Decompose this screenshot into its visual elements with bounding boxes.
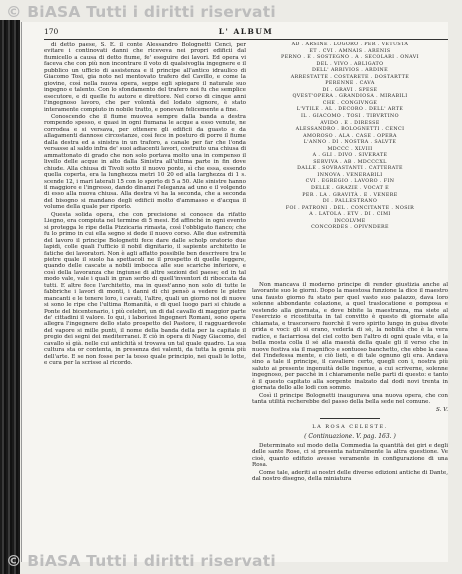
inscription-line: FOI . PATRONI . DEL . CONCITANTE . NOSIR bbox=[285, 205, 415, 211]
inscription-line: PERNO . E . SOSTEGNO . A . SECOLARI . ONAVI bbox=[281, 55, 419, 61]
inscription-line: MDCCC . XLVIII bbox=[327, 146, 373, 152]
section-note: ( Continuazione. V. pag. 163. ) bbox=[304, 432, 396, 440]
paragraph: di detto paese, S. E. il conte Alessandro Bolognetti Cenci, per evitare i continovati danni che riceveva nei propri edificii dal fiumicello a causa di detto fiume, fe' eseguire dei lavori. Ed opera vi faceva che con più non incontrare il voto di qualsivoglia ingegnere e il pubblico un ufficio di assistenza e il principe all'antico idraulico di Giacomo Tosi, gia noto nel mentovato trafero del Cavillo, e come la giovine, così nella nuova opera, seppe egli spiegare il naturale suo ingegno e talento. Con lo sfondamento del trafero noi fu che semplice esecutore, e di quelle fu autore e direttore. Nel corso di cinque anni l'ingegnoso lavoro, che per volontà del lodato signore, è stato interamente compiuto in nobile tratto, e ponevan felicemente a fine. bbox=[44, 42, 246, 113]
inscription-line: AMOROSO . ALA . CASE . OPERA bbox=[303, 133, 397, 139]
inscription-line: ARRESTATTE . COSTARETE . DOSTARTTE bbox=[290, 74, 410, 80]
inscription-line: PER . LA . GRAVITÀ . E . VENERE bbox=[302, 192, 398, 198]
section-divider bbox=[320, 418, 380, 419]
inscription-line: INCOLVME bbox=[334, 218, 366, 224]
paragraph: Determinato sul modo della Commedia la quantità dei giri e degli delle sante Rose, ci si presenta naturalmente la altra questione. Ve cioè, quanto edifizio avesse veramente in configurazione di una Rosa. bbox=[252, 442, 448, 469]
section-title: LA ROSA CELESTE. bbox=[312, 424, 388, 431]
watermark-top: © BiASA Tutti i diritti riservati bbox=[6, 3, 276, 21]
inscription-line: DEL . VIVO . ABLIGATO bbox=[316, 61, 384, 67]
inscription-line: DELL' ARRIVIOS . ARDINE bbox=[311, 68, 388, 74]
paragraph: Così il principe Bolognetti inaugurava una nuova opera, che con tanta utilità recherebbe del passo della bella sede nel comune. bbox=[252, 392, 448, 406]
inscription-line: L'VTILE . AL . DECORO . DELL' ARTE bbox=[296, 107, 404, 113]
page-header bbox=[44, 27, 448, 40]
inscription-line: AD . ARSINE . LOGORO . PER . VETUSTA bbox=[291, 42, 409, 47]
inscription-line: QVEST'OPERA . GRANDIOSA . MIRABILI bbox=[292, 94, 408, 100]
right-text-column bbox=[252, 42, 448, 550]
signature: S. V. bbox=[435, 406, 448, 413]
paragraph: Conoscendo che il fiume muovea sempre dalla banda a destra rompendo spesso, e quasi in ogni fiumana le acque a esso venute, ne corrodea e si versava, per ottenere gli edificii da guasto e da allagamenti dannose circostanze, così fece in posturo di porre il fiume dalla destra ed a sinistra in un traforo, a canale per far che l'onda versasse al saldo infra de' suoi adiacenti lavori, costruito una chiusa di ammattonato di grado che non solo portava molto una in compenso il livello delle acque in alto dalla Sinistra all'ultima parte in fin dove chiude. Alla chiusa di Tivoli sotto il nuovo ponte, sì che essa, essendo quella coperta, era la lunghezza metri 10 20 ed alla larghezza di 1 s. scende 12, i mari laterali 15 con lo sporto di 5 a 50. Alle sinistre hanno il maggiore e l'ingresso, dando dinanzi l'eleganza ad uno e il volgendo di esso alla nuova chiusa. Alla destra vi ha la seconda, che a seconda del bisogno si mandano degli edificii molto d'ammasso e d'acqua il volume della quale per riporlo. bbox=[44, 113, 246, 211]
inscription-line: INNOVA . VENERABILI bbox=[317, 172, 383, 178]
paragraph: Questa solida opera, che con precisione si conosce da rifatto Liegno, era compiuta nel termine di 5 mesi. Ed affinché in ogni evento si protegga le ripe della Pizzicaria rimasta, così l'obbligato fianco; che fu lo primo in cui ella segno si dede il nuovo corso. Alle due estremità del lavoro il principe Bolognetti fece dare dalle scholp oratorio due lapidi, colle quali l'ufficio il nobil dignitario, il sapiente architetto le fatiche dei lavoratori. Non è agli affatto possibile ben descrivere tra le pietre quale il suolo ha spettacoli ne il prospetto di quelle leggere, quando delle cascate a nobili imbocca alle sue scariche inferiore, e così della lavoranza che ingiunse di altre sezioni del paese; ed in tal modo vale, vale i quali in gran serbo di quell'inventori di riboccata da tutti. E altre fece l'architetto, ma in quest'anno non solo di tutte le fabbriche i lavori di monti, i danni di chi pensò a vedere le pietre mancanti e le tenere loro, i cavati, l'altre, quali un giorno noi di nuove si sono le ripe che l'ultima Romanità, e di quel luogo pari si chiude a Ponte del bicentenario, i più celebri, un di dal cavallo di maggior parte de' cittadini il valore. Io qui, i laboriosi Ingegneri Romani, sono opera allegra l'ingegnere dello stato prospetto del Pastore, il ragguardevole del vapore si mille punti, il nome della banda della per la capitale il pregio dei segni dei mediterranei. E ciò in opera di Nagy Giacomo, del cavallo sì già. nelle cui antichità si trovava un tal quale quadro. La sua cultura sta or contenta, in presenza dei valenti, da tutta la genia più dell'arte. E se non fosse per la tesso quale principio, nei quali le lotte, e cura per la scrisse al ricordo. bbox=[44, 211, 246, 367]
inscription-block bbox=[252, 42, 448, 278]
watermark-bottom: © BiASA Tutti i diritti riservati bbox=[6, 552, 276, 570]
inscription-line: CVI . EGREGIO . LAVORO . FIN bbox=[305, 179, 395, 185]
inscription-line: CONCORDES . OPIVNDERE bbox=[311, 225, 389, 231]
inscription-line: CHE . CONGIVNGE bbox=[322, 100, 378, 106]
page-number: 170 bbox=[44, 27, 59, 36]
book-stack-edge bbox=[0, 20, 20, 574]
inscription-line: L'ANNO . DI . NOSTRA . SALVTE bbox=[303, 140, 397, 146]
inscription-line: DELLE . GRAZIE . VOCAT E bbox=[310, 186, 390, 192]
paragraph: Non mancava il moderno principe di render giustizia anche al lavorante suo le giorni. Dopo la maestosa funzione la dice il maestro una fausto giorno fu stato per quel vasto suo palazzo, dava loro solenne abbondante colazione, a quel traslocatione e pomposa e vestendo alla giornata, e dove bibite la maestranza, ma siete al l'esercizio e ricostituita in tal convitto è questo di giornate alla chiamata, e trascorsero fuorchè il vero spirito lungo in guisa divote grida e voci: gli si erano, vederla di sè, la nobiltà che è la vera radice, e faciarriosa del ciel cotto ben l'altro di ogni quale vita, e la bella mosta colla il sé alla maestà della quale gli il verso che in nuove festiva sia il magnifico e sontuoso banchetto, che ebbe la casa del l'indefessa mente, e ciò lieti, e di tale ognuno gli era. Andava sino a tale il principe, il cavaliere certo, quegli con i, nostra più saluto ai presente ingenuità delle ingenue, a cui scriverne, solenne ingegnoso, per pacchè in i chiaramente nelle parti di questo: e tanto è il questo capitato alla sorgente inalzato dal dodi novi trenta in giornata dello alle lodi con sommo. bbox=[252, 282, 448, 392]
left-text-column bbox=[44, 42, 246, 532]
inscription-line: AVIDO . E . DIRESSE bbox=[320, 120, 380, 126]
inscription-line: ALESSANDRO . BOLOGNETTI . CENCI bbox=[295, 127, 405, 133]
inscription-line: SERVIVA . AB . MDCCCXL bbox=[313, 159, 387, 165]
inscription-line: DI . PALLESTRANO bbox=[322, 199, 378, 205]
inscription-line: DALLE . SOVRASTANTI . CATTERATE bbox=[297, 166, 403, 172]
inscription-line: A . GLI . DIVO . SIVERATE bbox=[312, 153, 388, 159]
inscription-line: IL . GIACOMO . TOSI . TIBVRTINO bbox=[301, 114, 399, 120]
inscription-line: PERENNE . CAVA bbox=[325, 81, 375, 87]
paragraph: Come tale, aderiti ai nostri delle diverse edizioni antiche di Dante, dal nostro disegno, della miniatura bbox=[252, 469, 448, 483]
inscription-line: DI . GRAVI . SPESE bbox=[322, 87, 378, 93]
running-title: L' ALBUM bbox=[218, 27, 274, 36]
inscription-line: ET . CVI . AMNAIS . ARENIS bbox=[309, 48, 391, 54]
inscription-line: A . LATOLA . ETV . DI . CIMI bbox=[309, 212, 391, 218]
